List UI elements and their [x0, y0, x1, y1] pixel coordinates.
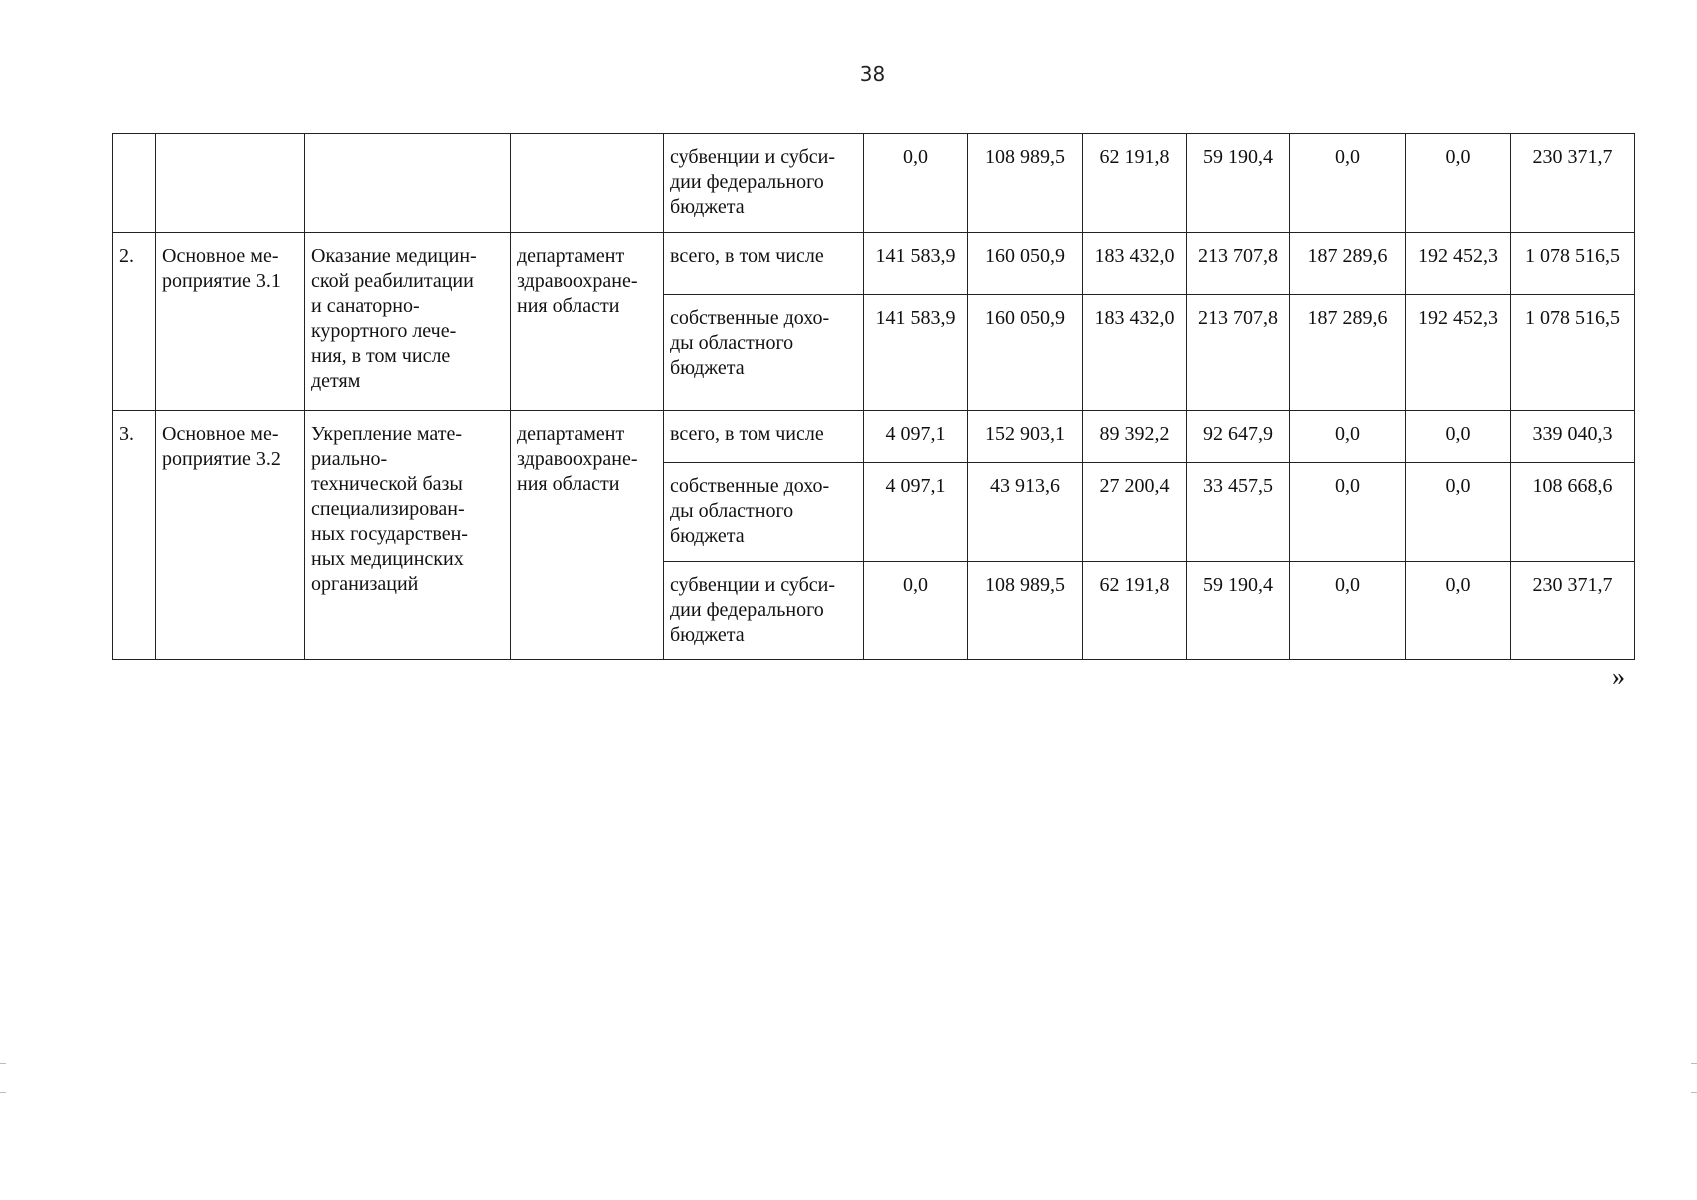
description-cell: Оказание медицин- ской реабилитации и санаторно- курортного лече- ния, в том числе детям — [305, 233, 511, 411]
value-cell: 59 190,4 — [1187, 562, 1290, 660]
funding-source-cell: субвенции и субси- дии федерального бюджета — [664, 134, 864, 233]
value-cell: 187 289,6 — [1290, 295, 1406, 411]
value-cell: 0,0 — [1290, 463, 1406, 562]
value-cell: 141 583,9 — [864, 233, 968, 295]
value-cell: 108 668,6 — [1511, 463, 1635, 562]
row-number-cell — [113, 134, 156, 233]
value-cell: 0,0 — [1406, 134, 1511, 233]
value-cell: 0,0 — [1406, 411, 1511, 463]
value-cell: 187 289,6 — [1290, 233, 1406, 295]
value-cell: 160 050,9 — [968, 295, 1083, 411]
executor-cell: департамент здравоохране- ния области — [511, 411, 664, 660]
funding-source-cell: всего, в том числе — [664, 233, 864, 295]
value-cell: 43 913,6 — [968, 463, 1083, 562]
value-cell: 0,0 — [1290, 411, 1406, 463]
description-cell: Укрепление мате- риально- технической базы специализирован- ных государствен- ных медицинских организаций — [305, 411, 511, 660]
right-margin-mark — [1691, 1063, 1697, 1093]
value-cell: 213 707,8 — [1187, 233, 1290, 295]
value-cell: 1 078 516,5 — [1511, 233, 1635, 295]
funding-source-cell: субвенции и субси- дии федерального бюджета — [664, 562, 864, 660]
budget-table — [112, 133, 1635, 660]
value-cell: 27 200,4 — [1083, 463, 1187, 562]
value-cell: 89 392,2 — [1083, 411, 1187, 463]
value-cell: 0,0 — [864, 134, 968, 233]
left-margin-mark — [0, 1063, 6, 1093]
value-cell: 0,0 — [864, 562, 968, 660]
value-cell: 183 432,0 — [1083, 295, 1187, 411]
row-number-cell: 2. — [113, 233, 156, 411]
value-cell: 4 097,1 — [864, 411, 968, 463]
value-cell: 0,0 — [1406, 562, 1511, 660]
value-cell: 108 989,5 — [968, 562, 1083, 660]
funding-source-cell: собственные дохо- ды областного бюджета — [664, 463, 864, 562]
value-cell: 108 989,5 — [968, 134, 1083, 233]
value-cell: 92 647,9 — [1187, 411, 1290, 463]
value-cell: 0,0 — [1290, 134, 1406, 233]
executor-cell — [511, 134, 664, 233]
value-cell: 160 050,9 — [968, 233, 1083, 295]
value-cell: 0,0 — [1290, 562, 1406, 660]
activity-cell — [156, 134, 305, 233]
value-cell: 0,0 — [1406, 463, 1511, 562]
value-cell: 213 707,8 — [1187, 295, 1290, 411]
value-cell: 62 191,8 — [1083, 562, 1187, 660]
value-cell: 4 097,1 — [864, 463, 968, 562]
page-number: 38 — [859, 62, 886, 86]
value-cell: 183 432,0 — [1083, 233, 1187, 295]
value-cell: 230 371,7 — [1511, 134, 1635, 233]
description-cell — [305, 134, 511, 233]
value-cell: 59 190,4 — [1187, 134, 1290, 233]
table-row — [113, 411, 1635, 463]
activity-cell: Основное ме- роприятие 3.1 — [156, 233, 305, 411]
value-cell: 152 903,1 — [968, 411, 1083, 463]
value-cell: 192 452,3 — [1406, 233, 1511, 295]
activity-cell: Основное ме- роприятие 3.2 — [156, 411, 305, 660]
value-cell: 192 452,3 — [1406, 295, 1511, 411]
value-cell: 62 191,8 — [1083, 134, 1187, 233]
value-cell: 141 583,9 — [864, 295, 968, 411]
table-row — [113, 134, 1635, 233]
value-cell: 33 457,5 — [1187, 463, 1290, 562]
row-number-cell: 3. — [113, 411, 156, 660]
value-cell: 230 371,7 — [1511, 562, 1635, 660]
funding-source-cell: собственные дохо- ды областного бюджета — [664, 295, 864, 411]
table-row — [113, 233, 1635, 295]
executor-cell: департамент здравоохране- ния области — [511, 233, 664, 411]
closing-quote-mark: » — [1612, 662, 1625, 691]
value-cell: 339 040,3 — [1511, 411, 1635, 463]
value-cell: 1 078 516,5 — [1511, 295, 1635, 411]
funding-source-cell: всего, в том числе — [664, 411, 864, 463]
